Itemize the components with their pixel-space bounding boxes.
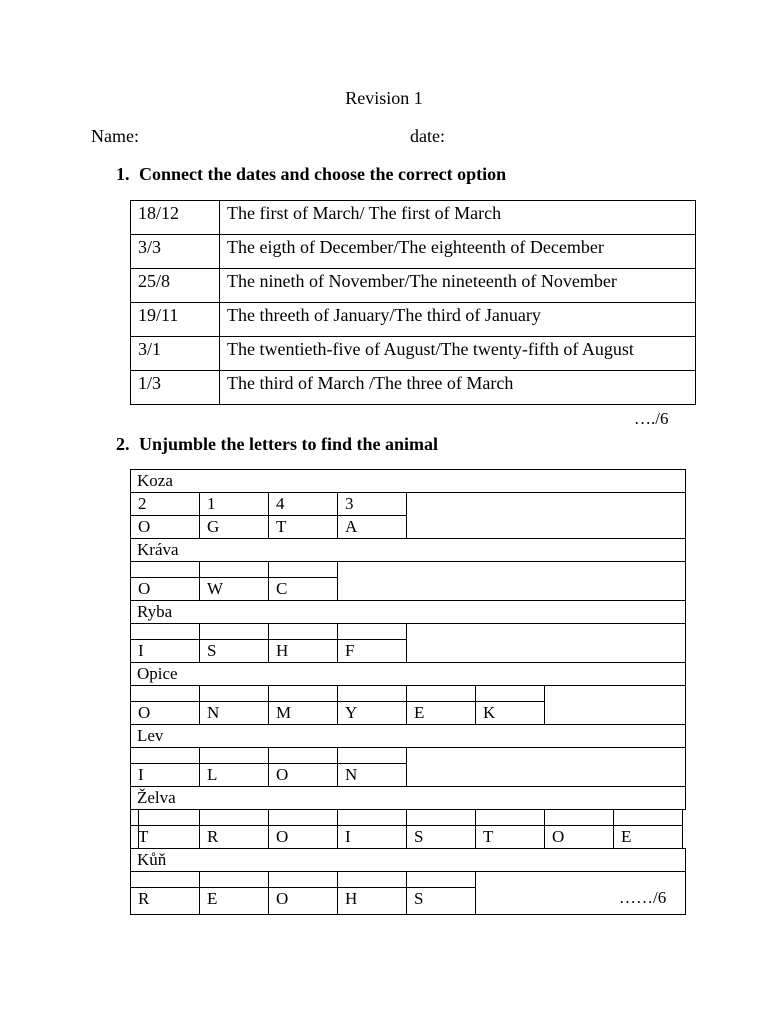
options-cell: The third of March /The three of March [220, 371, 696, 405]
order-box [613, 809, 683, 826]
order-box [475, 809, 545, 826]
order-box [130, 623, 200, 640]
jumbled-letter: S [414, 827, 424, 846]
jumbled-letter: O [276, 889, 289, 908]
order-box [544, 809, 614, 826]
jumbled-letter: N [345, 765, 358, 784]
order-box [130, 747, 200, 764]
example-order-number: 1 [207, 494, 216, 513]
table-row [131, 269, 696, 303]
example-order-number: 4 [276, 494, 285, 513]
order-box [268, 747, 338, 764]
order-box [199, 809, 269, 826]
answer-box [406, 492, 686, 539]
jumbled-letter: R [207, 827, 219, 846]
jumbled-letter: E [414, 703, 425, 722]
order-box [268, 685, 338, 702]
jumbled-letter: E [621, 827, 632, 846]
order-box [406, 871, 476, 888]
answer-box [337, 561, 686, 601]
dates-table [130, 200, 696, 405]
options-cell: The twentieth-five of August/The twenty-fifth of August [220, 337, 696, 371]
jumbled-letter: O [276, 827, 289, 846]
jumbled-letter: H [276, 641, 289, 660]
jumbled-letter: I [345, 827, 351, 846]
order-box [130, 561, 200, 578]
page-title: Revision 1 [345, 88, 423, 108]
unjumble-grid [130, 469, 685, 914]
jumbled-letter: I [138, 765, 144, 784]
order-box [130, 809, 200, 826]
order-box [337, 809, 407, 826]
jumbled-letter: W [207, 579, 224, 598]
animal-czech-name: Želva [137, 788, 176, 807]
jumbled-letter: C [276, 579, 288, 598]
order-box [268, 809, 338, 826]
animal-czech-name: Ryba [137, 602, 173, 621]
jumbled-letter: M [276, 703, 292, 722]
answer-box [406, 747, 686, 787]
options-cell: The nineth of November/The nineteenth of November [220, 269, 696, 303]
date-cell: 25/8 [131, 269, 220, 303]
answer-box [406, 623, 686, 663]
table-row [131, 371, 696, 405]
order-box [199, 561, 269, 578]
jumbled-letter: O [138, 579, 151, 598]
jumbled-letter: O [552, 827, 565, 846]
order-box [199, 623, 269, 640]
task1-score: …./6 [634, 409, 669, 428]
task2-instruction: Unjumble the letters to find the animal [139, 434, 438, 454]
date-cell: 1/3 [131, 371, 220, 405]
order-box [406, 809, 476, 826]
answer-box [130, 809, 139, 849]
table-row [131, 201, 696, 235]
jumbled-letter: O [138, 517, 151, 536]
order-box [268, 623, 338, 640]
jumbled-letter: L [207, 765, 218, 784]
order-box [337, 623, 407, 640]
options-cell: The threeth of January/The third of January [220, 303, 696, 337]
task1-heading [116, 164, 506, 185]
table-row [131, 235, 696, 269]
animal-name-row [130, 600, 686, 624]
jumbled-letter: T [483, 827, 494, 846]
jumbled-letter: R [138, 889, 150, 908]
task1-number: 1. [116, 164, 130, 184]
animal-name-row [130, 786, 686, 810]
jumbled-letter: N [207, 703, 220, 722]
order-box [406, 685, 476, 702]
name-label: Name: [91, 126, 139, 146]
order-box [130, 685, 200, 702]
order-box [130, 871, 200, 888]
task2-score: ……/6 [619, 888, 667, 907]
order-box [199, 685, 269, 702]
table-row [131, 337, 696, 371]
animal-name-row [130, 662, 686, 686]
options-cell: The eigth of December/The eighteenth of December [220, 235, 696, 269]
order-box [337, 871, 407, 888]
jumbled-letter: H [345, 889, 358, 908]
animal-name-row [130, 724, 686, 748]
animal-czech-name: Koza [137, 471, 173, 490]
jumbled-letter: K [483, 703, 496, 722]
jumbled-letter: E [207, 889, 218, 908]
options-cell: The first of March/ The first of March [220, 201, 696, 235]
jumbled-letter: S [414, 889, 424, 908]
example-order-number: 3 [345, 494, 354, 513]
animal-name-row [130, 469, 686, 493]
order-box [268, 871, 338, 888]
date-cell: 19/11 [131, 303, 220, 337]
table-row [131, 303, 696, 337]
task2-heading [116, 434, 438, 455]
date-label: date: [410, 126, 445, 146]
date-cell: 3/3 [131, 235, 220, 269]
jumbled-letter: F [345, 641, 355, 660]
jumbled-letter: I [138, 641, 144, 660]
answer-box [544, 685, 686, 725]
animal-czech-name: Kráva [137, 540, 179, 559]
date-cell: 3/1 [131, 337, 220, 371]
animal-czech-name: Kůň [137, 850, 167, 869]
task1-instruction: Connect the dates and choose the correct option [139, 164, 507, 184]
jumbled-letter: O [138, 703, 151, 722]
order-box [199, 747, 269, 764]
animal-czech-name: Opice [137, 664, 178, 683]
example-order-number: 2 [138, 494, 147, 513]
jumbled-letter: G [207, 517, 220, 536]
animal-czech-name: Lev [137, 726, 164, 745]
order-box [475, 685, 545, 702]
order-box [268, 561, 338, 578]
jumbled-letter: Y [345, 703, 358, 722]
jumbled-letter: O [276, 765, 289, 784]
order-box [199, 871, 269, 888]
animal-name-row [130, 848, 686, 872]
jumbled-letter: T [138, 827, 149, 846]
jumbled-letter: A [345, 517, 358, 536]
jumbled-letter: T [276, 517, 287, 536]
animal-name-row [130, 538, 686, 562]
task2-number: 2. [116, 434, 130, 454]
order-box [337, 747, 407, 764]
order-box [337, 685, 407, 702]
jumbled-letter: S [207, 641, 217, 660]
date-cell: 18/12 [131, 201, 220, 235]
